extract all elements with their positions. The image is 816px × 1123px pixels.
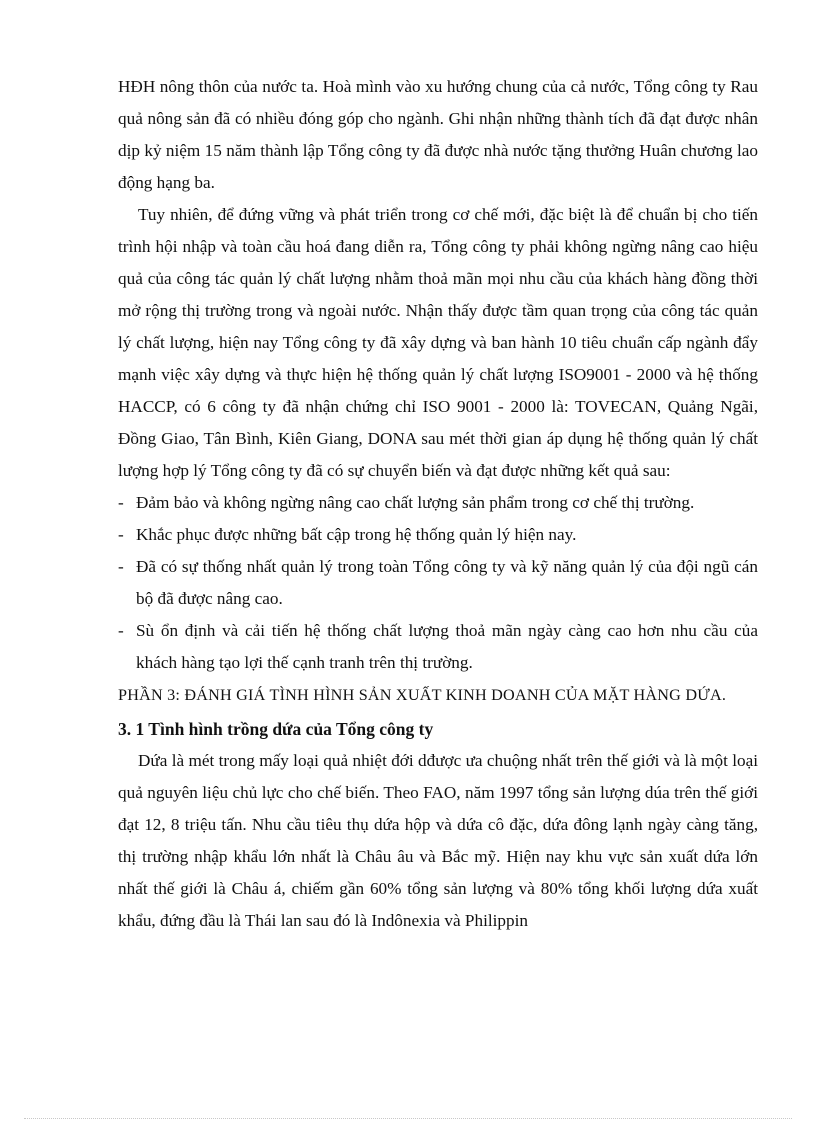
list-item bbox=[118, 487, 758, 519]
list-item-text: Đã có sự thống nhất quản lý trong toàn Tổng công ty và kỹ năng quản lý của đội ngũ cán bộ đã được nâng cao. bbox=[136, 557, 758, 608]
list-item-text: Đảm bảo và không ngừng nâng cao chất lượng sản phẩm trong cơ chế thị trường. bbox=[136, 493, 695, 512]
document-page bbox=[118, 71, 758, 937]
section-heading: 3. 1 Tình hình trồng dứa của Tổng công ty bbox=[118, 719, 434, 739]
bullet-dash: - bbox=[118, 525, 124, 544]
list-item-text: Khắc phục được những bất cập trong hệ thống quản lý hiện nay. bbox=[136, 525, 577, 544]
page-bottom-divider bbox=[24, 1118, 792, 1119]
part-heading: PHẦN 3: ĐÁNH GIÁ TÌNH HÌNH SẢN XUẤT KINH DOANH CỦA MẶT HÀNG DỨA. bbox=[118, 686, 727, 704]
list-item bbox=[118, 551, 758, 615]
list-item-text: Sù ổn định và cải tiến hệ thống chất lượng thoả mãn ngày càng cao hơn nhu cầu của khách hàng tạo lợi thế cạnh tranh trên thị trường. bbox=[136, 621, 758, 672]
list-item bbox=[118, 519, 758, 551]
paragraph-intro: HĐH nông thôn của nước ta. Hoà mình vào xu hướng chung của cả nước, Tổng công ty Rau quả nông sản đã có nhiều đóng góp cho ngành. Ghi nhận những thành tích đã đạt được nhân dịp kỷ niệm 15 năm thành lập Tổng công ty đã được nhà nước tặng thưởng Huân chương lao động hạng ba. bbox=[118, 77, 758, 192]
list-item bbox=[118, 615, 758, 679]
bullet-dash: - bbox=[118, 557, 124, 576]
bullet-dash: - bbox=[118, 493, 124, 512]
bullet-dash: - bbox=[118, 621, 124, 640]
paragraph-pineapple: Dứa là mét trong mấy loại quả nhiệt đới dđược ưa chuộng nhất trên thế giới và là một loại quả nguyên liệu chủ lực cho chế biến. Theo FAO, năm 1997 tổng sản lượng dúa trên thế giới đạt 12, 8 triệu tấn. Nhu cầu tiêu thụ dứa hộp và dứa cô đặc, dứa đông lạnh ngày càng tăng, thị trường nhập khẩu lớn nhất là Châu âu và Bắc mỹ. Hiện nay khu vực sản xuất dứa lớn nhất thế giới là Châu á, chiếm gần 60% tổng sản lượng và 80% tổng khối lượng dứa xuất khẩu, đứng đầu là Thái lan sau đó là Indônexia và Philippin bbox=[118, 751, 758, 930]
paragraph-quality-management: Tuy nhiên, để đứng vững và phát triển trong cơ chế mới, đặc biệt là để chuẩn bị cho tiến trình hội nhập và toàn cầu hoá đang diễn ra, Tổng công ty phải không ngừng nâng cao hiệu quả của công tác quản lý chất lượng nhằm thoả mãn mọi nhu cầu của khách hàng đồng thời mở rộng thị trường trong và ngoài nước. Nhận thấy được tầm quan trọng của công tác quản lý chất lượng, hiện nay Tổng công ty đã xây dựng và ban hành 10 tiêu chuẩn cấp ngành đẩy mạnh việc xây dựng và thực hiện hệ thống quản lý chất lượng ISO9001 - 2000 và hệ thống HACCP, có 6 công ty đã nhận chứng chỉ ISO 9001 - 2000 là: TOVECAN, Quảng Ngãi, Đồng Giao, Tân Bình, Kiên Giang, DONA sau mét thời gian áp dụng hệ thống quản lý chất lượng hợp lý Tổng công ty đã có sự chuyển biến và đạt được những kết quả sau: bbox=[118, 205, 758, 480]
results-list bbox=[118, 487, 758, 679]
